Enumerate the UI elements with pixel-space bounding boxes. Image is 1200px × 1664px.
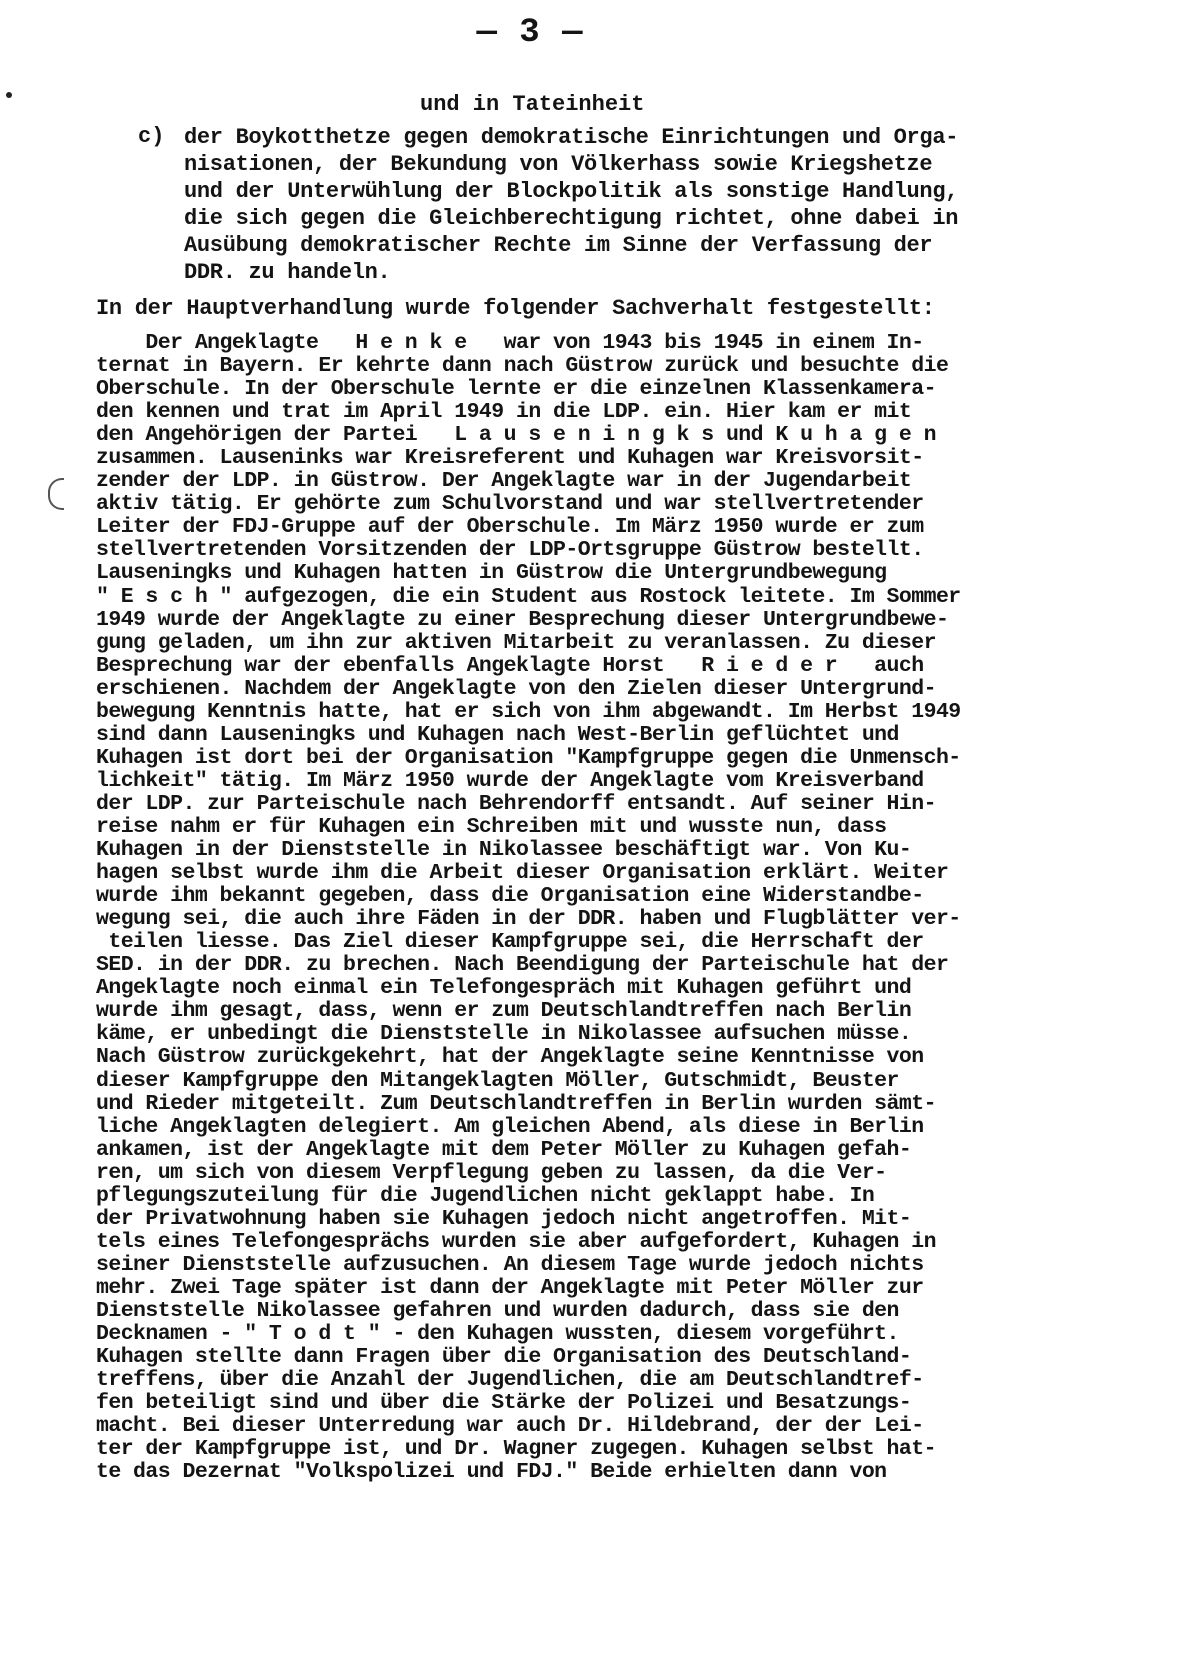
text-line: tels eines Telefongesprächs wurden sie aber aufgefordert, Kuhagen in	[96, 1229, 936, 1254]
text-line: Dienststelle Nikolassee gefahren und wurden dadurch, dass sie den	[96, 1298, 899, 1323]
page-number: — 3 —	[476, 14, 584, 52]
text-line: stellvertretenden Vorsitzenden der LDP-Ortsgruppe Güstrow bestellt.	[96, 538, 924, 563]
text-line: der LDP. zur Parteischule nach Behrendorff entsandt. Auf seiner Hin-	[96, 791, 936, 816]
text-line: reise nahm er für Kuhagen ein Schreiben mit und wusste nun, dass	[96, 814, 887, 839]
scan-speck	[6, 92, 12, 98]
text-line: wurde ihm bekannt gegeben, dass die Organisation eine Widerstandbe-	[96, 884, 924, 909]
text-line: den kennen und trat im April 1949 in die LDP. ein. Hier kam er mit	[96, 400, 912, 425]
text-line: Lauseningks und Kuhagen hatten in Güstrow die Untergrundbewegung	[96, 561, 887, 586]
text-line: SED. in der DDR. zu brechen. Nach Beendigung der Parteischule hat der	[96, 953, 949, 978]
text-line: Nach Güstrow zurückgekehrt, hat der Angeklagte seine Kenntnisse von	[96, 1045, 924, 1070]
list-item-text	[184, 124, 958, 286]
text-line: ternat in Bayern. Er kehrte dann nach Güstrow zurück und besuchte die	[96, 354, 949, 379]
text-line: teilen liesse. Das Ziel dieser Kampfgruppe sei, die Herrschaft der	[96, 930, 924, 955]
text-line: Decknamen - " T o d t " - den Kuhagen wussten, diesem vorgeführt.	[96, 1322, 899, 1347]
text-line: lichkeit" tätig. Im März 1950 wurde der Angeklagte vom Kreisverband	[96, 768, 924, 793]
text-line: wurde ihm gesagt, dass, wenn er zum Deutschlandtreffen nach Berlin	[96, 999, 912, 1024]
text-line: ter der Kampfgruppe ist, und Dr. Wagner zugegen. Kuhagen selbst hat-	[96, 1437, 936, 1462]
text-line: Besprechung war der ebenfalls Angeklagte Horst R i e d e r auch	[96, 653, 924, 678]
text-line: Kuhagen in der Dienststelle in Nikolassee beschäftigt war. Von Ku-	[96, 838, 912, 863]
list-item-marker: c)	[138, 124, 165, 149]
text-line: Ausübung demokratischer Rechte im Sinne der Verfassung der	[184, 233, 933, 258]
text-line: treffens, über die Anzahl der Jugendlichen, die am Deutschlandtref-	[96, 1368, 924, 1393]
text-line: bewegung Kenntnis hatte, hat er sich von ihm abgewandt. Im Herbst 1949	[96, 699, 961, 724]
finding-heading: In der Hauptverhandlung wurde folgender Sachverhalt festgestellt:	[96, 296, 935, 321]
text-line: gung geladen, um ihn zur aktiven Mitarbeit zu veranlassen. Zu dieser	[96, 630, 936, 655]
text-line: Kuhagen stellte dann Fragen über die Organisation des Deutschland-	[96, 1345, 912, 1370]
text-line: den Angehörigen der Partei L a u s e n i n g k s und K u h a g e n	[96, 423, 936, 448]
text-line: ren, um sich von diesem Verpflegung geben zu lassen, da die Ver-	[96, 1160, 887, 1185]
text-line: aktiv tätig. Er gehörte zum Schulvorstand und war stellvertretender	[96, 492, 924, 517]
text-line: Oberschule. In der Oberschule lernte er die einzelnen Klassenkamera-	[96, 377, 936, 402]
text-line: " E s c h " aufgezogen, die ein Student aus Rostock leitete. Im Sommer	[96, 584, 961, 609]
text-line: die sich gegen die Gleichberechtigung richtet, ohne dabei in	[184, 206, 959, 231]
text-line: ankamen, ist der Angeklagte mit dem Peter Möller zu Kuhagen gefah-	[96, 1137, 912, 1162]
text-line: und der Unterwühlung der Blockpolitik als sonstige Handlung,	[184, 179, 959, 204]
text-line: der Boykotthetze gegen demokratische Einrichtungen und Orga-	[184, 125, 959, 150]
text-line: te das Dezernat "Volkspolizei und FDJ." Beide erhielten dann von	[96, 1460, 887, 1485]
section-heading: und in Tateinheit	[420, 92, 645, 117]
text-line: und Rieder mitgeteilt. Zum Deutschlandtreffen in Berlin wurden sämt-	[96, 1091, 936, 1116]
text-line: seiner Dienststelle aufzusuchen. An diesem Tage wurde jedoch nichts	[96, 1252, 924, 1277]
text-line: dieser Kampfgruppe den Mitangeklagten Möller, Gutschmidt, Beuster	[96, 1068, 899, 1093]
body-paragraph	[96, 332, 1096, 1484]
text-line: hagen selbst wurde ihm die Arbeit dieser Organisation erklärt. Weiter	[96, 861, 949, 886]
text-line: zender der LDP. in Güstrow. Der Angeklagte war in der Jugendarbeit	[96, 469, 912, 494]
text-line: pflegungszuteilung für die Jugendlichen nicht geklappt habe. In	[96, 1183, 875, 1208]
text-line: Angeklagte noch einmal ein Telefongespräch mit Kuhagen geführt und	[96, 976, 912, 1001]
text-line: 1949 wurde der Angeklagte zu einer Besprechung dieser Untergrundbewe-	[96, 607, 949, 632]
text-line: DDR. zu handeln.	[184, 260, 391, 285]
text-line: liche Angeklagten delegiert. Am gleichen Abend, als diese in Berlin	[96, 1114, 924, 1139]
text-line: Der Angeklagte H e n k e war von 1943 bis 1945 in einem In-	[96, 331, 924, 355]
text-line: mehr. Zwei Tage später ist dann der Angeklagte mit Peter Möller zur	[96, 1275, 924, 1300]
text-line: zusammen. Lauseninks war Kreisreferent und Kuhagen war Kreisvorsit-	[96, 446, 924, 471]
text-line: macht. Bei dieser Unterredung war auch Dr. Hildebrand, der der Lei-	[96, 1414, 924, 1439]
text-line: wegung sei, die auch ihre Fäden in der DDR. haben und Flugblätter ver-	[96, 907, 961, 932]
text-line: nisationen, der Bekundung von Völkerhass sowie Kriegshetze	[184, 152, 933, 177]
text-line: Kuhagen ist dort bei der Organisation "Kampfgruppe gegen die Unmensch-	[96, 745, 961, 770]
text-line: Leiter der FDJ-Gruppe auf der Oberschule. Im März 1950 wurde er zum	[96, 515, 924, 540]
margin-mark	[48, 478, 64, 510]
text-line: fen beteiligt sind und über die Stärke der Polizei und Besatzungs-	[96, 1391, 912, 1416]
text-line: sind dann Lauseningks und Kuhagen nach West-Berlin geflüchtet und	[96, 722, 899, 747]
text-line: der Privatwohnung haben sie Kuhagen jedoch nicht angetroffen. Mit-	[96, 1206, 912, 1231]
text-line: käme, er unbedingt die Dienststelle in Nikolassee aufsuchen müsse.	[96, 1022, 912, 1047]
text-line: erschienen. Nachdem der Angeklagte von den Zielen dieser Untergrund-	[96, 676, 936, 701]
